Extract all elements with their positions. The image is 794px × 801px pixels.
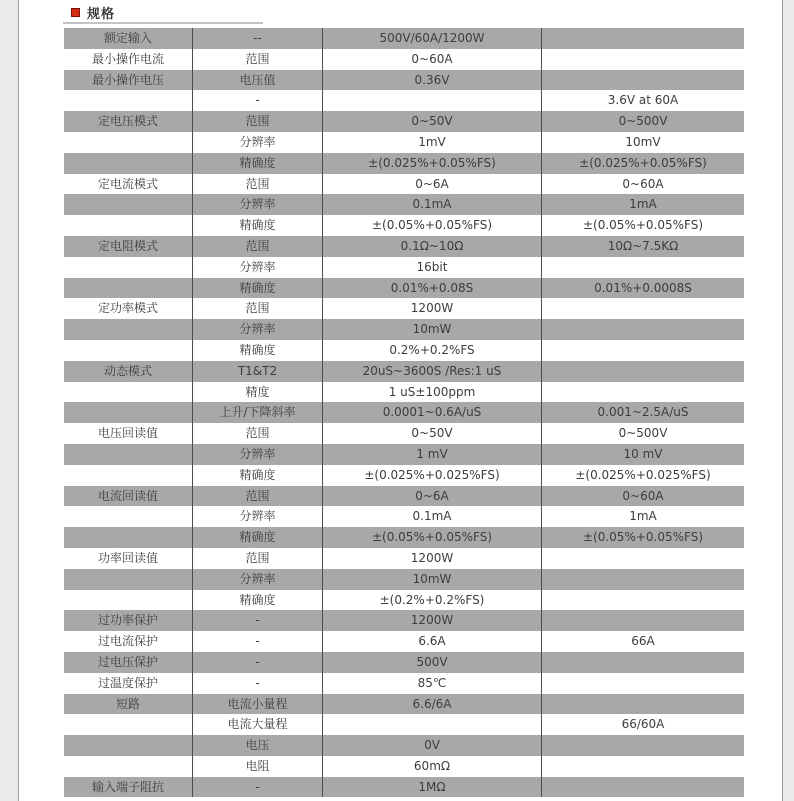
spec-cell: 分辨率 <box>192 444 322 465</box>
table-row <box>64 382 744 403</box>
spec-cell <box>541 548 744 569</box>
section-header <box>19 0 782 28</box>
spec-cell: 0.0001~0.6A/uS <box>322 402 541 423</box>
spec-cell <box>541 694 744 715</box>
spec-cell: 输入端子阻抗 <box>91 779 164 794</box>
spec-cell: 范围 <box>192 236 322 257</box>
spec-cell: 0V <box>322 735 541 756</box>
spec-cell <box>64 402 192 423</box>
spec-cell: ±(0.025%+0.025%FS) <box>322 465 541 486</box>
spec-cell: 0~60A <box>541 486 744 507</box>
spec-cell: 范围 <box>192 49 322 70</box>
spec-cell <box>64 257 192 278</box>
spec-cell: 0.2%+0.2%FS <box>322 340 541 361</box>
spec-cell: - <box>192 631 322 652</box>
table-row <box>64 590 744 611</box>
spec-cell: 85℃ <box>322 673 541 694</box>
spec-cell: ±(0.05%+0.05%FS) <box>541 527 744 548</box>
table-row <box>64 631 744 652</box>
section-title: 规格 <box>87 7 116 22</box>
spec-cell: 分辨率 <box>192 569 322 590</box>
table-row <box>64 569 744 590</box>
table-row <box>64 735 744 756</box>
spec-cell: 3.6V at 60A <box>541 90 744 111</box>
spec-cell: 电流小量程 <box>192 694 322 715</box>
spec-cell: 电压值 <box>192 70 322 91</box>
spec-cell: 6.6/6A <box>322 694 541 715</box>
spec-cell: 10Ω~7.5KΩ <box>541 236 744 257</box>
spec-cell: 分辨率 <box>192 194 322 215</box>
table-row <box>64 194 744 215</box>
spec-cell: 精确度 <box>192 590 322 611</box>
table-row <box>64 423 744 444</box>
spec-cell: 0~500V <box>541 423 744 444</box>
spec-cell <box>541 70 744 91</box>
spec-cell: 10mW <box>322 569 541 590</box>
spec-cell: - <box>192 652 322 673</box>
spec-cell: 0.1Ω~10Ω <box>322 236 541 257</box>
spec-cell: 1200W <box>322 298 541 319</box>
spec-cell <box>541 340 744 361</box>
spec-cell: 0~50V <box>322 423 541 444</box>
content-panel <box>18 0 783 801</box>
table-row <box>64 215 744 236</box>
spec-cell: 0~60A <box>322 49 541 70</box>
spec-cell: 电阻 <box>192 756 322 777</box>
spec-table <box>64 28 744 797</box>
spec-cell <box>541 382 744 403</box>
spec-cell: ±(0.05%+0.05%FS) <box>322 215 541 236</box>
spec-cell <box>64 735 192 756</box>
spec-cell: - <box>192 777 322 798</box>
spec-cell: 精确度 <box>192 215 322 236</box>
spec-cell <box>64 340 192 361</box>
spec-cell: 10 mV <box>541 444 744 465</box>
spec-cell: ±(0.025%+0.025%FS) <box>541 465 744 486</box>
spec-cell: 6.6A <box>322 631 541 652</box>
spec-cell: 0~6A <box>322 486 541 507</box>
spec-cell <box>64 319 192 340</box>
spec-cell <box>64 132 192 153</box>
table-row <box>64 652 744 673</box>
spec-cell <box>541 257 744 278</box>
spec-cell: 最小操作电压 <box>91 72 164 87</box>
spec-cell: 10mW <box>322 319 541 340</box>
table-row <box>64 714 744 735</box>
spec-cell: 范围 <box>192 298 322 319</box>
table-row <box>64 756 744 777</box>
spec-cell <box>322 90 541 111</box>
table-row <box>64 278 744 299</box>
table-row <box>64 49 744 70</box>
spec-cell: 0.01%+0.0008S <box>541 278 744 299</box>
spec-cell <box>541 590 744 611</box>
spec-cell: 定电压模式 <box>97 114 158 129</box>
spec-cell <box>541 28 744 49</box>
spec-cell: 0.36V <box>322 70 541 91</box>
spec-cell: 0~6A <box>322 174 541 195</box>
table-row <box>64 527 744 548</box>
table-row <box>64 548 744 569</box>
spec-cell <box>541 610 744 631</box>
table-row <box>64 132 744 153</box>
spec-cell <box>64 90 192 111</box>
spec-cell: 0~50V <box>322 111 541 132</box>
spec-cell: 0.001~2.5A/uS <box>541 402 744 423</box>
spec-cell: 电流大量程 <box>192 714 322 735</box>
table-row <box>64 444 744 465</box>
table-row <box>64 465 744 486</box>
spec-cell <box>64 506 192 527</box>
table-row <box>64 506 744 527</box>
spec-cell: 500V <box>322 652 541 673</box>
spec-cell: 精确度 <box>192 465 322 486</box>
spec-cell <box>64 527 192 548</box>
spec-cell: 短路 <box>115 696 140 711</box>
spec-cell: 0~60A <box>541 174 744 195</box>
spec-cell <box>64 569 192 590</box>
spec-cell: 精确度 <box>192 340 322 361</box>
spec-cell: 范围 <box>192 548 322 569</box>
spec-cell: 1mA <box>541 194 744 215</box>
spec-cell: 上升/下降斜率 <box>192 402 322 423</box>
spec-cell: 20uS~3600S /Res:1 uS <box>322 361 541 382</box>
table-row <box>64 694 744 715</box>
spec-cell <box>541 652 744 673</box>
spec-cell: 过功率保护 <box>97 613 158 628</box>
spec-cell: 60mΩ <box>322 756 541 777</box>
spec-cell: 精确度 <box>192 527 322 548</box>
spec-cell: 分辨率 <box>192 319 322 340</box>
spec-cell <box>541 298 744 319</box>
spec-cell <box>541 569 744 590</box>
table-row <box>64 486 744 507</box>
spec-cell: 精确度 <box>192 278 322 299</box>
table-row <box>64 90 744 111</box>
spec-cell: 1MΩ <box>322 777 541 798</box>
spec-cell: 1mV <box>322 132 541 153</box>
spec-cell: 0~500V <box>541 111 744 132</box>
spec-cell: 0.01%+0.08S <box>322 278 541 299</box>
spec-cell <box>541 319 744 340</box>
spec-cell <box>64 756 192 777</box>
spec-cell: 过电压保护 <box>97 654 158 669</box>
spec-cell: ±(0.025%+0.05%FS) <box>541 153 744 174</box>
table-row <box>64 153 744 174</box>
spec-cell: 电压 <box>192 735 322 756</box>
spec-cell <box>64 194 192 215</box>
table-row <box>64 673 744 694</box>
spec-cell: 范围 <box>192 111 322 132</box>
spec-cell <box>541 777 744 798</box>
spec-cell <box>541 361 744 382</box>
spec-cell: 额定输入 <box>103 31 152 45</box>
spec-cell <box>541 735 744 756</box>
spec-cell: 精度 <box>192 382 322 403</box>
spec-cell: 范围 <box>192 486 322 507</box>
spec-cell: T1&T2 <box>192 361 322 382</box>
spec-cell <box>64 465 192 486</box>
spec-cell: 10mV <box>541 132 744 153</box>
spec-cell: 最小操作电流 <box>91 51 164 66</box>
spec-cell <box>64 215 192 236</box>
spec-cell <box>64 153 192 174</box>
spec-cell: 精确度 <box>192 153 322 174</box>
spec-cell <box>541 673 744 694</box>
spec-cell: ±(0.025%+0.05%FS) <box>322 153 541 174</box>
spec-cell: 1 mV <box>322 444 541 465</box>
spec-cell: - <box>192 673 322 694</box>
spec-cell <box>64 444 192 465</box>
table-row <box>64 28 744 49</box>
spec-cell: 过电流保护 <box>97 634 158 649</box>
spec-cell: 0.1mA <box>322 194 541 215</box>
table-row <box>64 361 744 382</box>
table-row <box>64 402 744 423</box>
spec-cell: -- <box>192 28 322 49</box>
spec-cell: 分辨率 <box>192 506 322 527</box>
spec-cell: 电压回读值 <box>97 426 158 441</box>
table-row <box>64 174 744 195</box>
section-bullet-icon <box>71 8 80 17</box>
spec-cell <box>64 278 192 299</box>
spec-cell: 电流回读值 <box>97 488 158 503</box>
table-row <box>64 236 744 257</box>
section-underline <box>63 22 263 24</box>
spec-cell: 范围 <box>192 423 322 444</box>
spec-cell: 定电流模式 <box>97 176 158 191</box>
spec-cell: 过温度保护 <box>97 675 158 690</box>
spec-cell: 66A <box>541 631 744 652</box>
spec-cell: 功率回读值 <box>97 550 158 565</box>
table-row <box>64 610 744 631</box>
spec-cell: 分辨率 <box>192 132 322 153</box>
table-row <box>64 319 744 340</box>
spec-cell: 500V/60A/1200W <box>322 28 541 49</box>
spec-cell: - <box>192 90 322 111</box>
spec-cell: 定电阻模式 <box>97 238 158 253</box>
spec-cell: 1200W <box>322 610 541 631</box>
spec-cell: ±(0.05%+0.05%FS) <box>541 215 744 236</box>
spec-cell: ±(0.2%+0.2%FS) <box>322 590 541 611</box>
table-row <box>64 340 744 361</box>
spec-cell: 66/60A <box>541 714 744 735</box>
table-row <box>64 257 744 278</box>
spec-cell: 动态模式 <box>103 363 152 378</box>
spec-cell: 16bit <box>322 257 541 278</box>
table-row <box>64 70 744 91</box>
spec-cell <box>541 756 744 777</box>
spec-cell <box>64 714 192 735</box>
spec-cell: 范围 <box>192 174 322 195</box>
spec-cell <box>64 590 192 611</box>
spec-cell <box>541 49 744 70</box>
spec-cell: 分辨率 <box>192 257 322 278</box>
spec-cell <box>322 714 541 735</box>
spec-cell: 1 uS±100ppm <box>322 382 541 403</box>
spec-cell: ±(0.05%+0.05%FS) <box>322 527 541 548</box>
spec-cell: 定功率模式 <box>97 301 158 316</box>
spec-cell: 1200W <box>322 548 541 569</box>
spec-cell: - <box>192 610 322 631</box>
table-row <box>64 298 744 319</box>
spec-cell <box>64 382 192 403</box>
spec-cell: 0.1mA <box>322 506 541 527</box>
spec-cell: 1mA <box>541 506 744 527</box>
table-row <box>64 777 744 798</box>
table-row <box>64 111 744 132</box>
